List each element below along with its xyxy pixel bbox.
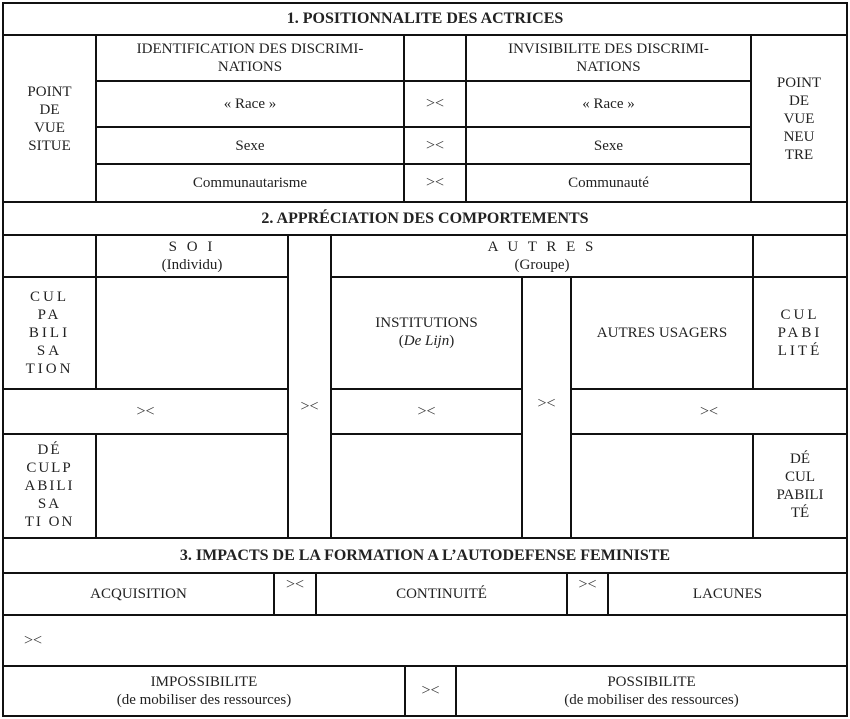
section2-title-text: 2. APPRÉCIATION DES COMPORTEMENTS [261, 209, 589, 227]
row-sexe-right [465, 126, 752, 165]
impossibilite-possibilite-sep [404, 665, 457, 717]
lacunes-label: LACUNES [692, 586, 763, 602]
autres-usagers-label: AUTRES USAGERS [596, 325, 728, 341]
section2-corner-left [2, 234, 97, 278]
soi-middle-sep [2, 388, 289, 435]
soi-autres-sep [287, 234, 332, 539]
paren-open: ( [398, 333, 404, 349]
row-sexe-sep [403, 126, 467, 165]
label-line: CUL [30, 289, 69, 305]
row-race-right [465, 80, 752, 128]
label-line: PA [37, 307, 62, 323]
label-line: DÉ [37, 442, 62, 458]
usagers-deculpabilisation-cell [570, 433, 754, 539]
impossibilite-sub: (de mobiliser des ressources) [116, 692, 292, 708]
continuite-label: CONTINUITÉ [396, 586, 487, 602]
cell-text: Sexe [593, 137, 624, 154]
opposition-icon: >< [285, 576, 305, 593]
continuite-cell [315, 572, 568, 616]
culpabilisation-label [2, 276, 97, 390]
row-race-left [95, 80, 405, 128]
invisibilite-header [465, 34, 752, 82]
label-line: VUE [34, 119, 65, 136]
header-line: INVISIBILITE DES DISCRIMI- [508, 41, 709, 57]
impossibilite-cell [2, 665, 406, 717]
soi-deculpabilisation-cell [95, 433, 289, 539]
section2-title [2, 201, 848, 236]
label-line: CUL [780, 307, 820, 323]
cell-text: Communauté [568, 175, 649, 191]
label-line: SITUE [28, 137, 71, 154]
label-line: NEU [783, 128, 815, 145]
possibilite-label: POSSIBILITE [607, 674, 696, 690]
opposition-icon: >< [136, 402, 155, 420]
opposition-icon: >< [425, 95, 445, 112]
cell-text: « Race » [223, 96, 277, 112]
opposition-icon: >< [425, 174, 445, 191]
label-line: SA [36, 343, 63, 359]
opposition-icon: >< [24, 631, 43, 649]
cell-text: Communautarisme [192, 175, 308, 191]
deculpabilite-label [752, 433, 848, 539]
autres-header [330, 234, 754, 278]
label-line: DE [39, 101, 60, 118]
opposition-icon: >< [300, 397, 319, 415]
possibilite-cell [455, 665, 848, 717]
label-line: PABILI [776, 487, 824, 503]
opposition-icon: >< [417, 402, 436, 420]
label-line: DÉ [790, 451, 810, 467]
section1-sep-header [403, 34, 467, 82]
soi-sub: (Individu) [161, 257, 223, 273]
acquisition-continuite-sep [273, 572, 317, 616]
point-de-vue-neutre [750, 34, 848, 203]
acquisition-cell [2, 572, 275, 616]
institutions-cell [330, 276, 523, 390]
identification-header [95, 34, 405, 82]
de-lijn-text: De Lijn [403, 333, 450, 349]
section1-title [2, 2, 848, 36]
soi-label: S O I [168, 239, 216, 255]
opposition-icon: >< [421, 682, 440, 699]
label-line: CULP [26, 460, 73, 476]
section3-title-text: 3. IMPACTS DE LA FORMATION A L’AUTODEFENSE FEMINISTE [179, 546, 671, 564]
row-race-sep [403, 80, 467, 128]
label-line: SA [37, 496, 62, 512]
row-sexe-left [95, 126, 405, 165]
section3-title [2, 537, 848, 574]
section2-corner-right [752, 234, 848, 278]
cell-text: « Race » [582, 96, 635, 112]
label-line: LITÉ [777, 343, 823, 359]
section1-title-text: 1. POSITIONNALITE DES ACTRICES [286, 10, 564, 27]
acquisition-label: ACQUISITION [90, 586, 187, 602]
deculpabilisation-label [2, 433, 97, 539]
institutions-sub [399, 332, 454, 350]
institutions-usagers-sep [521, 276, 572, 539]
header-line: NATIONS [576, 59, 641, 75]
lacunes-cell [607, 572, 848, 616]
possibilite-sub: (de mobiliser des ressources) [564, 692, 739, 708]
soi-culpabilisation-cell [95, 276, 289, 390]
cell-text: Sexe [235, 137, 265, 154]
institutions-label: INSTITUTIONS [375, 315, 478, 331]
institutions-middle-sep [330, 388, 523, 435]
opposition-icon: >< [425, 136, 445, 154]
header-line: IDENTIFICATION DES DISCRIMI- [136, 41, 364, 57]
header-line: NATIONS [217, 59, 283, 75]
label-line: POINT [27, 83, 72, 100]
label-line: POINT [776, 74, 822, 91]
row-communaute-sep [403, 163, 467, 203]
label-line: TI ON [24, 514, 75, 530]
label-line: CUL [785, 469, 815, 485]
usagers-middle-sep [570, 388, 848, 435]
label-line: BILI [28, 325, 71, 341]
row-communaute-left [95, 163, 405, 203]
autres-usagers-cell [570, 276, 754, 390]
soi-header [95, 234, 289, 278]
label-line: ABILI [24, 478, 75, 494]
label-line: DE [789, 92, 809, 109]
continuite-lacunes-sep [566, 572, 609, 616]
point-de-vue-situe [2, 34, 97, 203]
paren-close: ) [449, 333, 455, 349]
label-line: VUE [783, 110, 815, 127]
culpabilite-label [752, 276, 848, 390]
section3-middle-sep [2, 614, 848, 667]
opposition-icon: >< [699, 402, 719, 420]
label-line: TRE [784, 146, 814, 163]
opposition-icon: >< [578, 576, 597, 593]
opposition-icon: >< [537, 394, 556, 412]
label-line: TION [25, 361, 74, 377]
autres-label: A U T R E S [487, 239, 597, 255]
label-line: TÉ [790, 505, 810, 521]
label-line: PABI [777, 325, 823, 341]
institutions-deculpabilisation-cell [330, 433, 523, 539]
impossibilite-label: IMPOSSIBILITE [150, 674, 258, 690]
autres-sub: (Groupe) [514, 257, 570, 273]
row-communaute-right [465, 163, 752, 203]
